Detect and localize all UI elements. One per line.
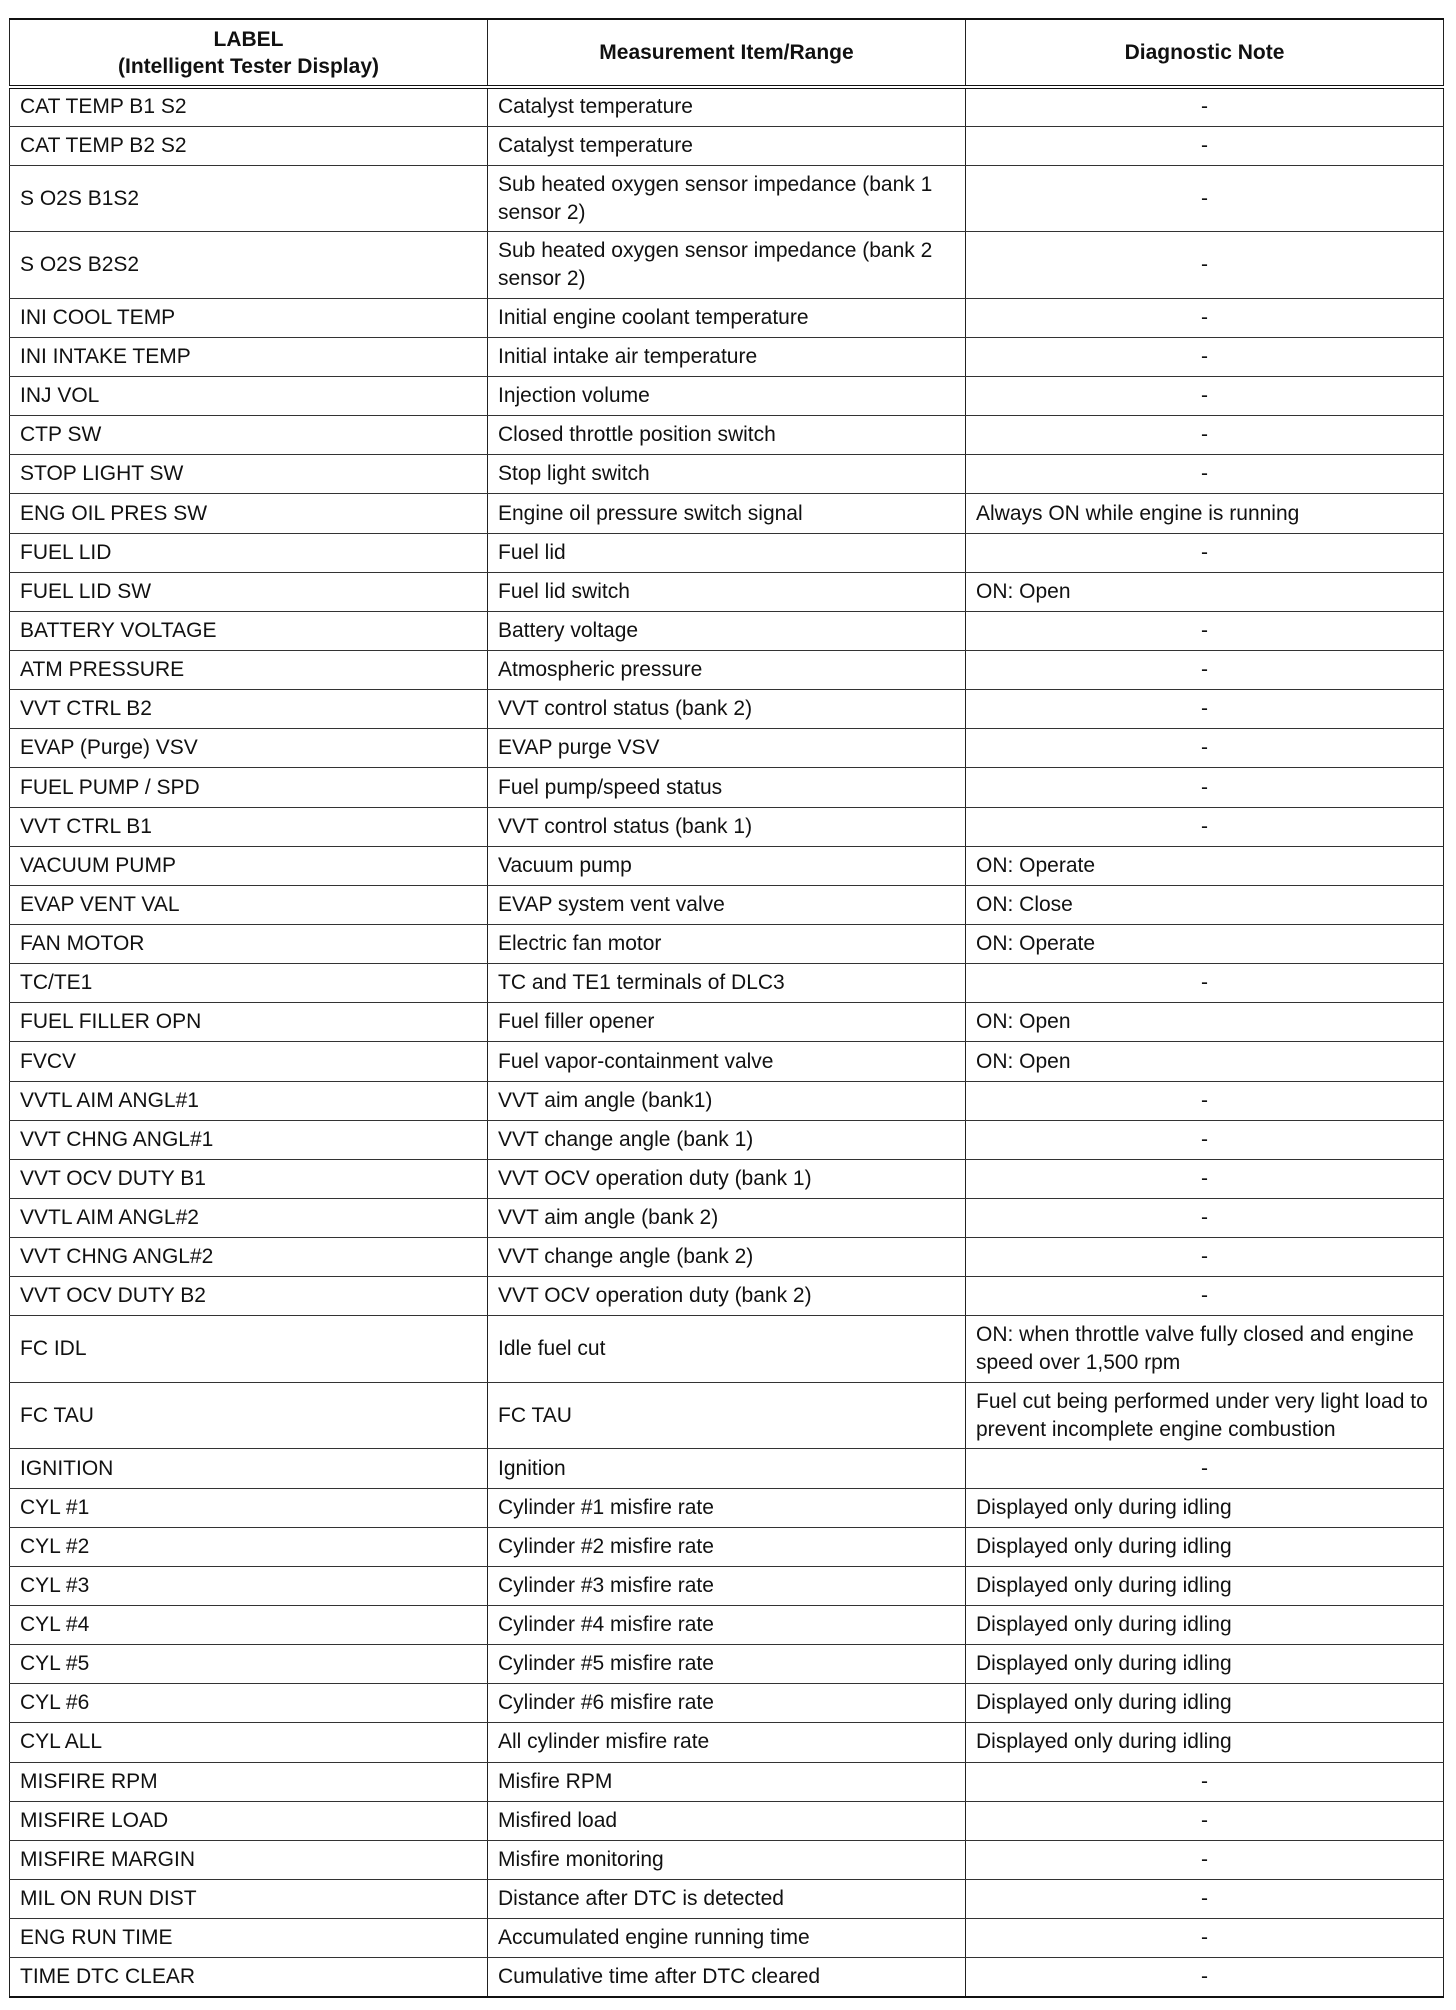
cell-diagnostic-note: -: [966, 416, 1444, 455]
cell-label: CYL ALL: [10, 1723, 488, 1762]
cell-label: VVT OCV DUTY B2: [10, 1277, 488, 1316]
cell-label: VVT CTRL B2: [10, 690, 488, 729]
cell-diagnostic-note: -: [966, 455, 1444, 494]
cell-measurement-item: Fuel filler opener: [488, 1003, 966, 1042]
cell-diagnostic-note: ON: Open: [966, 572, 1444, 611]
cell-label: VVTL AIM ANGL#1: [10, 1081, 488, 1120]
table-row: [10, 1919, 1444, 1958]
cell-diagnostic-note: -: [966, 1159, 1444, 1198]
cell-diagnostic-note: -: [966, 377, 1444, 416]
cell-measurement-item: Vacuum pump: [488, 846, 966, 885]
cell-diagnostic-note: Displayed only during idling: [966, 1684, 1444, 1723]
table-row: [10, 1488, 1444, 1527]
cell-measurement-item: Distance after DTC is detected: [488, 1879, 966, 1918]
cell-diagnostic-note: ON: Operate: [966, 925, 1444, 964]
cell-measurement-item: Fuel vapor-containment valve: [488, 1042, 966, 1081]
table-row: [10, 1684, 1444, 1723]
cell-measurement-item: Catalyst temperature: [488, 126, 966, 165]
table-row: [10, 572, 1444, 611]
table-row: [10, 337, 1444, 376]
cell-label: VVT CHNG ANGL#1: [10, 1120, 488, 1159]
cell-label: TC/TE1: [10, 964, 488, 1003]
table-row: [10, 1159, 1444, 1198]
cell-label: FUEL LID SW: [10, 572, 488, 611]
table-row: [10, 651, 1444, 690]
table-row: [10, 1081, 1444, 1120]
cell-diagnostic-note: ON: when throttle valve fully closed and engine speed over 1,500 rpm: [966, 1316, 1444, 1383]
cell-diagnostic-note: -: [966, 126, 1444, 165]
cell-measurement-item: Stop light switch: [488, 455, 966, 494]
cell-label: VVT OCV DUTY B1: [10, 1159, 488, 1198]
cell-measurement-item: Misfired load: [488, 1801, 966, 1840]
cell-label: S O2S B1S2: [10, 165, 488, 232]
cell-measurement-item: Cylinder #2 misfire rate: [488, 1527, 966, 1566]
cell-label: IGNITION: [10, 1449, 488, 1488]
table-row: [10, 807, 1444, 846]
cell-label: EVAP (Purge) VSV: [10, 729, 488, 768]
cell-measurement-item: Sub heated oxygen sensor impedance (bank 2 sensor 2): [488, 232, 966, 299]
cell-measurement-item: Ignition: [488, 1449, 966, 1488]
cell-label: CYL #6: [10, 1684, 488, 1723]
table-row: [10, 232, 1444, 299]
cell-measurement-item: Engine oil pressure switch signal: [488, 494, 966, 533]
cell-label: ATM PRESSURE: [10, 651, 488, 690]
cell-label: VVT CTRL B1: [10, 807, 488, 846]
cell-measurement-item: Atmospheric pressure: [488, 651, 966, 690]
cell-measurement-item: Fuel pump/speed status: [488, 768, 966, 807]
cell-label: MISFIRE RPM: [10, 1762, 488, 1801]
cell-label: BATTERY VOLTAGE: [10, 611, 488, 650]
cell-diagnostic-note: ON: Open: [966, 1003, 1444, 1042]
cell-diagnostic-note: -: [966, 298, 1444, 337]
cell-label: INI INTAKE TEMP: [10, 337, 488, 376]
table-row: [10, 1762, 1444, 1801]
cell-diagnostic-note: -: [966, 729, 1444, 768]
cell-diagnostic-note: Displayed only during idling: [966, 1527, 1444, 1566]
cell-measurement-item: Catalyst temperature: [488, 87, 966, 126]
table-row: [10, 416, 1444, 455]
cell-diagnostic-note: -: [966, 1238, 1444, 1277]
cell-label: EVAP VENT VAL: [10, 885, 488, 924]
cell-measurement-item: VVT control status (bank 2): [488, 690, 966, 729]
cell-label: INI COOL TEMP: [10, 298, 488, 337]
cell-label: INJ VOL: [10, 377, 488, 416]
cell-measurement-item: VVT aim angle (bank1): [488, 1081, 966, 1120]
cell-label: ENG RUN TIME: [10, 1919, 488, 1958]
cell-measurement-item: EVAP system vent valve: [488, 885, 966, 924]
cell-label: VVTL AIM ANGL#2: [10, 1199, 488, 1238]
table-row: [10, 87, 1444, 126]
header-measurement: Measurement Item/Range: [488, 19, 966, 87]
cell-measurement-item: Initial engine coolant temperature: [488, 298, 966, 337]
cell-diagnostic-note: ON: Operate: [966, 846, 1444, 885]
table-row: [10, 885, 1444, 924]
cell-diagnostic-note: -: [966, 533, 1444, 572]
table-row: [10, 1042, 1444, 1081]
cell-measurement-item: EVAP purge VSV: [488, 729, 966, 768]
cell-measurement-item: Cylinder #3 misfire rate: [488, 1566, 966, 1605]
header-label-line2: (Intelligent Tester Display): [118, 54, 379, 78]
table-row: [10, 690, 1444, 729]
table-row: [10, 1723, 1444, 1762]
table-row: [10, 126, 1444, 165]
table-body: [10, 87, 1444, 1997]
cell-label: VVT CHNG ANGL#2: [10, 1238, 488, 1277]
cell-measurement-item: Misfire monitoring: [488, 1840, 966, 1879]
cell-diagnostic-note: Displayed only during idling: [966, 1488, 1444, 1527]
table-row: [10, 768, 1444, 807]
cell-diagnostic-note: -: [966, 1879, 1444, 1918]
cell-measurement-item: Battery voltage: [488, 611, 966, 650]
cell-label: CYL #4: [10, 1606, 488, 1645]
table-header: [10, 19, 1444, 87]
table-row: [10, 533, 1444, 572]
cell-diagnostic-note: -: [966, 1277, 1444, 1316]
cell-measurement-item: Idle fuel cut: [488, 1316, 966, 1383]
cell-label: CYL #3: [10, 1566, 488, 1605]
cell-label: FUEL LID: [10, 533, 488, 572]
cell-diagnostic-note: -: [966, 337, 1444, 376]
cell-measurement-item: All cylinder misfire rate: [488, 1723, 966, 1762]
table-row: [10, 1382, 1444, 1449]
table-row: [10, 1120, 1444, 1159]
cell-label: TIME DTC CLEAR: [10, 1958, 488, 1997]
cell-label: CYL #1: [10, 1488, 488, 1527]
cell-measurement-item: VVT OCV operation duty (bank 2): [488, 1277, 966, 1316]
table-row: [10, 1801, 1444, 1840]
header-row: [10, 19, 1444, 87]
cell-measurement-item: Cylinder #4 misfire rate: [488, 1606, 966, 1645]
cell-label: MISFIRE MARGIN: [10, 1840, 488, 1879]
table-row: [10, 494, 1444, 533]
table-row: [10, 377, 1444, 416]
cell-diagnostic-note: -: [966, 232, 1444, 299]
cell-label: FUEL FILLER OPN: [10, 1003, 488, 1042]
cell-diagnostic-note: -: [966, 87, 1444, 126]
cell-measurement-item: Cumulative time after DTC cleared: [488, 1958, 966, 1997]
cell-diagnostic-note: Always ON while engine is running: [966, 494, 1444, 533]
cell-measurement-item: FC TAU: [488, 1382, 966, 1449]
cell-label: FUEL PUMP / SPD: [10, 768, 488, 807]
cell-diagnostic-note: -: [966, 1762, 1444, 1801]
cell-diagnostic-note: -: [966, 1081, 1444, 1120]
cell-label: STOP LIGHT SW: [10, 455, 488, 494]
cell-measurement-item: VVT change angle (bank 1): [488, 1120, 966, 1159]
cell-diagnostic-note: -: [966, 1919, 1444, 1958]
cell-diagnostic-note: -: [966, 165, 1444, 232]
table-row: [10, 846, 1444, 885]
cell-diagnostic-note: Displayed only during idling: [966, 1723, 1444, 1762]
table-row: [10, 1527, 1444, 1566]
cell-diagnostic-note: -: [966, 1120, 1444, 1159]
cell-diagnostic-note: -: [966, 611, 1444, 650]
table-row: [10, 925, 1444, 964]
cell-measurement-item: Closed throttle position switch: [488, 416, 966, 455]
table-row: [10, 1003, 1444, 1042]
cell-diagnostic-note: -: [966, 1958, 1444, 1997]
cell-diagnostic-note: -: [966, 1840, 1444, 1879]
table-row: [10, 1199, 1444, 1238]
header-label: [10, 19, 488, 87]
cell-label: FVCV: [10, 1042, 488, 1081]
cell-diagnostic-note: -: [966, 651, 1444, 690]
cell-measurement-item: Fuel lid: [488, 533, 966, 572]
table-row: [10, 964, 1444, 1003]
cell-measurement-item: Cylinder #6 misfire rate: [488, 1684, 966, 1723]
cell-label: MIL ON RUN DIST: [10, 1879, 488, 1918]
cell-label: MISFIRE LOAD: [10, 1801, 488, 1840]
cell-measurement-item: Cylinder #1 misfire rate: [488, 1488, 966, 1527]
cell-label: ENG OIL PRES SW: [10, 494, 488, 533]
cell-measurement-item: Sub heated oxygen sensor impedance (bank 1 sensor 2): [488, 165, 966, 232]
table-row: [10, 611, 1444, 650]
cell-measurement-item: VVT aim angle (bank 2): [488, 1199, 966, 1238]
cell-label: CAT TEMP B2 S2: [10, 126, 488, 165]
cell-measurement-item: Injection volume: [488, 377, 966, 416]
table-row: [10, 729, 1444, 768]
header-diagnostic-note: Diagnostic Note: [966, 19, 1444, 87]
diagnostic-data-table: [9, 18, 1444, 1998]
cell-measurement-item: Accumulated engine running time: [488, 1919, 966, 1958]
table-row: [10, 1238, 1444, 1277]
table-row: [10, 1645, 1444, 1684]
cell-measurement-item: Cylinder #5 misfire rate: [488, 1645, 966, 1684]
cell-measurement-item: Electric fan motor: [488, 925, 966, 964]
table-row: [10, 1316, 1444, 1383]
cell-label: CAT TEMP B1 S2: [10, 87, 488, 126]
cell-diagnostic-note: -: [966, 1801, 1444, 1840]
cell-diagnostic-note: -: [966, 807, 1444, 846]
cell-diagnostic-note: -: [966, 1449, 1444, 1488]
cell-label: S O2S B2S2: [10, 232, 488, 299]
cell-diagnostic-note: Displayed only during idling: [966, 1645, 1444, 1684]
table-row: [10, 165, 1444, 232]
header-label-line1: LABEL: [213, 27, 284, 51]
cell-diagnostic-note: -: [966, 964, 1444, 1003]
cell-measurement-item: Initial intake air temperature: [488, 337, 966, 376]
cell-measurement-item: VVT control status (bank 1): [488, 807, 966, 846]
table-row: [10, 1840, 1444, 1879]
cell-measurement-item: Fuel lid switch: [488, 572, 966, 611]
cell-diagnostic-note: -: [966, 690, 1444, 729]
cell-measurement-item: Misfire RPM: [488, 1762, 966, 1801]
table-row: [10, 1879, 1444, 1918]
table-row: [10, 455, 1444, 494]
cell-diagnostic-note: Displayed only during idling: [966, 1606, 1444, 1645]
cell-label: VACUUM PUMP: [10, 846, 488, 885]
cell-diagnostic-note: Fuel cut being performed under very light load to prevent incomplete engine combustion: [966, 1382, 1444, 1449]
cell-label: CYL #5: [10, 1645, 488, 1684]
cell-label: CYL #2: [10, 1527, 488, 1566]
cell-label: FC TAU: [10, 1382, 488, 1449]
table-row: [10, 1277, 1444, 1316]
cell-label: CTP SW: [10, 416, 488, 455]
table-row: [10, 1566, 1444, 1605]
table-row: [10, 1958, 1444, 1997]
cell-measurement-item: VVT OCV operation duty (bank 1): [488, 1159, 966, 1198]
cell-label: FC IDL: [10, 1316, 488, 1383]
table-row: [10, 1449, 1444, 1488]
cell-measurement-item: TC and TE1 terminals of DLC3: [488, 964, 966, 1003]
table-row: [10, 298, 1444, 337]
cell-diagnostic-note: -: [966, 768, 1444, 807]
cell-diagnostic-note: ON: Close: [966, 885, 1444, 924]
cell-measurement-item: VVT change angle (bank 2): [488, 1238, 966, 1277]
table-row: [10, 1606, 1444, 1645]
cell-diagnostic-note: Displayed only during idling: [966, 1566, 1444, 1605]
cell-diagnostic-note: -: [966, 1199, 1444, 1238]
cell-label: FAN MOTOR: [10, 925, 488, 964]
cell-diagnostic-note: ON: Open: [966, 1042, 1444, 1081]
